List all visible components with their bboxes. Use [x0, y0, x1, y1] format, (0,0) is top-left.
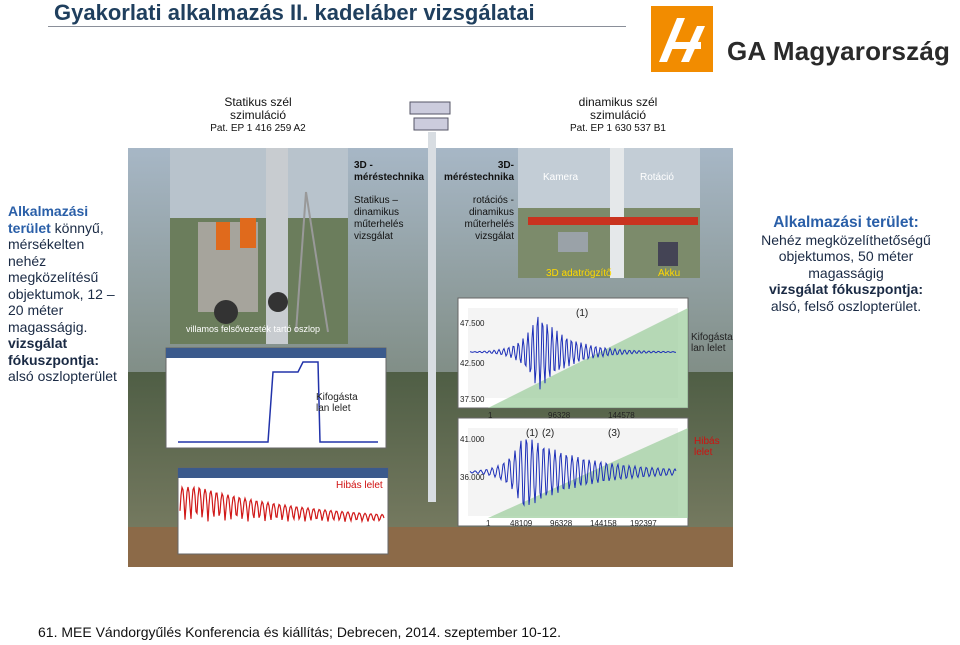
right-focus-heading: vizsgálat fókuszpontja:: [768, 281, 924, 297]
akku-label: Akku: [658, 268, 681, 279]
left-focus-body: alsó oszlopterület: [8, 368, 117, 384]
left-area-heading: Alkalmazási terület: [8, 203, 89, 236]
tick-y-1: 47.500: [460, 319, 485, 328]
method-static-head: 3D - méréstechnika: [354, 160, 425, 183]
tick-x-5: 48109: [510, 519, 533, 528]
kifogastalan-label-2: Kifogásta lan lelet: [691, 332, 733, 354]
tick-y-5: 36.000: [460, 473, 485, 482]
right-area-heading: Alkalmazási terület:: [773, 214, 919, 231]
method-static-body: Statikus – dinamikus műterhelés vizsgálat: [354, 195, 404, 242]
right-focus-body: alsó, felső oszlopterület.: [770, 297, 922, 314]
tick-x-6: 96328: [550, 519, 573, 528]
dynamic-sim-caption: dinamikus szél szimuláció Pat. EP 1 630 537 B1: [569, 95, 666, 134]
right-area-body: Nehéz megközelíthetőségű objektumos, 50 méter magasságig: [761, 231, 931, 281]
method-rotation-body: rotációs - dinamikus műterhelés vizsgálat: [464, 195, 514, 242]
rotacio-label: Rotáció: [640, 172, 674, 183]
tick-x-8: 192397: [630, 519, 657, 528]
right-application-panel: [740, 215, 952, 314]
tick-y-2: 42.500: [460, 359, 485, 368]
kamera-label: Kamera: [543, 172, 579, 183]
slide-title: Gyakorlati alkalmazás II. kadeláber vizsgálatai: [54, 0, 535, 25]
hibas-label-1: Hibás lelet: [336, 480, 383, 491]
tick-x-7: 144158: [590, 519, 617, 528]
adatrogzito-label: 3D adatrögzítő: [546, 268, 612, 279]
ga-logo: [651, 6, 951, 74]
marker-1-bottom: (1): [526, 428, 539, 439]
title-underline: [48, 26, 626, 27]
left-focus-heading: vizsgálat fókuszpontja:: [8, 335, 99, 368]
tick-y-3: 37.500: [460, 395, 485, 404]
measurement-collage: [128, 72, 733, 567]
tick-x-2: 96328: [548, 411, 571, 420]
method-rotation-head: 3D- méréstechnika: [444, 160, 515, 183]
ga-logo-icon: [651, 6, 713, 72]
marker-3: (3): [608, 428, 621, 439]
logo-wordmark: GA Magyarország: [727, 36, 951, 66]
marker-1-top: (1): [576, 308, 589, 319]
static-sim-caption: Statikus szél szimuláció Pat. EP 1 416 259 A2: [210, 95, 306, 134]
kifogastalan-label-1: Kifogásta lan lelet: [316, 392, 358, 414]
left-area-body: könnyű, mérsékelten nehéz megközelítésű objektumok, 12 – 20 méter magasságig.: [8, 219, 115, 335]
tick-x-1: 1: [488, 411, 493, 420]
oszlop-label: villamos felsővezeték tartó oszlop: [186, 324, 321, 334]
tick-y-4: 41.000: [460, 435, 485, 444]
tick-x-3: 144578: [608, 411, 635, 420]
tick-x-4: 1: [486, 519, 491, 528]
left-application-panel: [8, 203, 126, 385]
marker-2: (2): [542, 428, 555, 439]
footer-text: 61. MEE Vándorgyűlés Konferencia és kiállítás; Debrecen, 2014. szeptember 10-12.: [38, 624, 561, 640]
hibas-label-2: Hibás lelet: [694, 436, 720, 458]
